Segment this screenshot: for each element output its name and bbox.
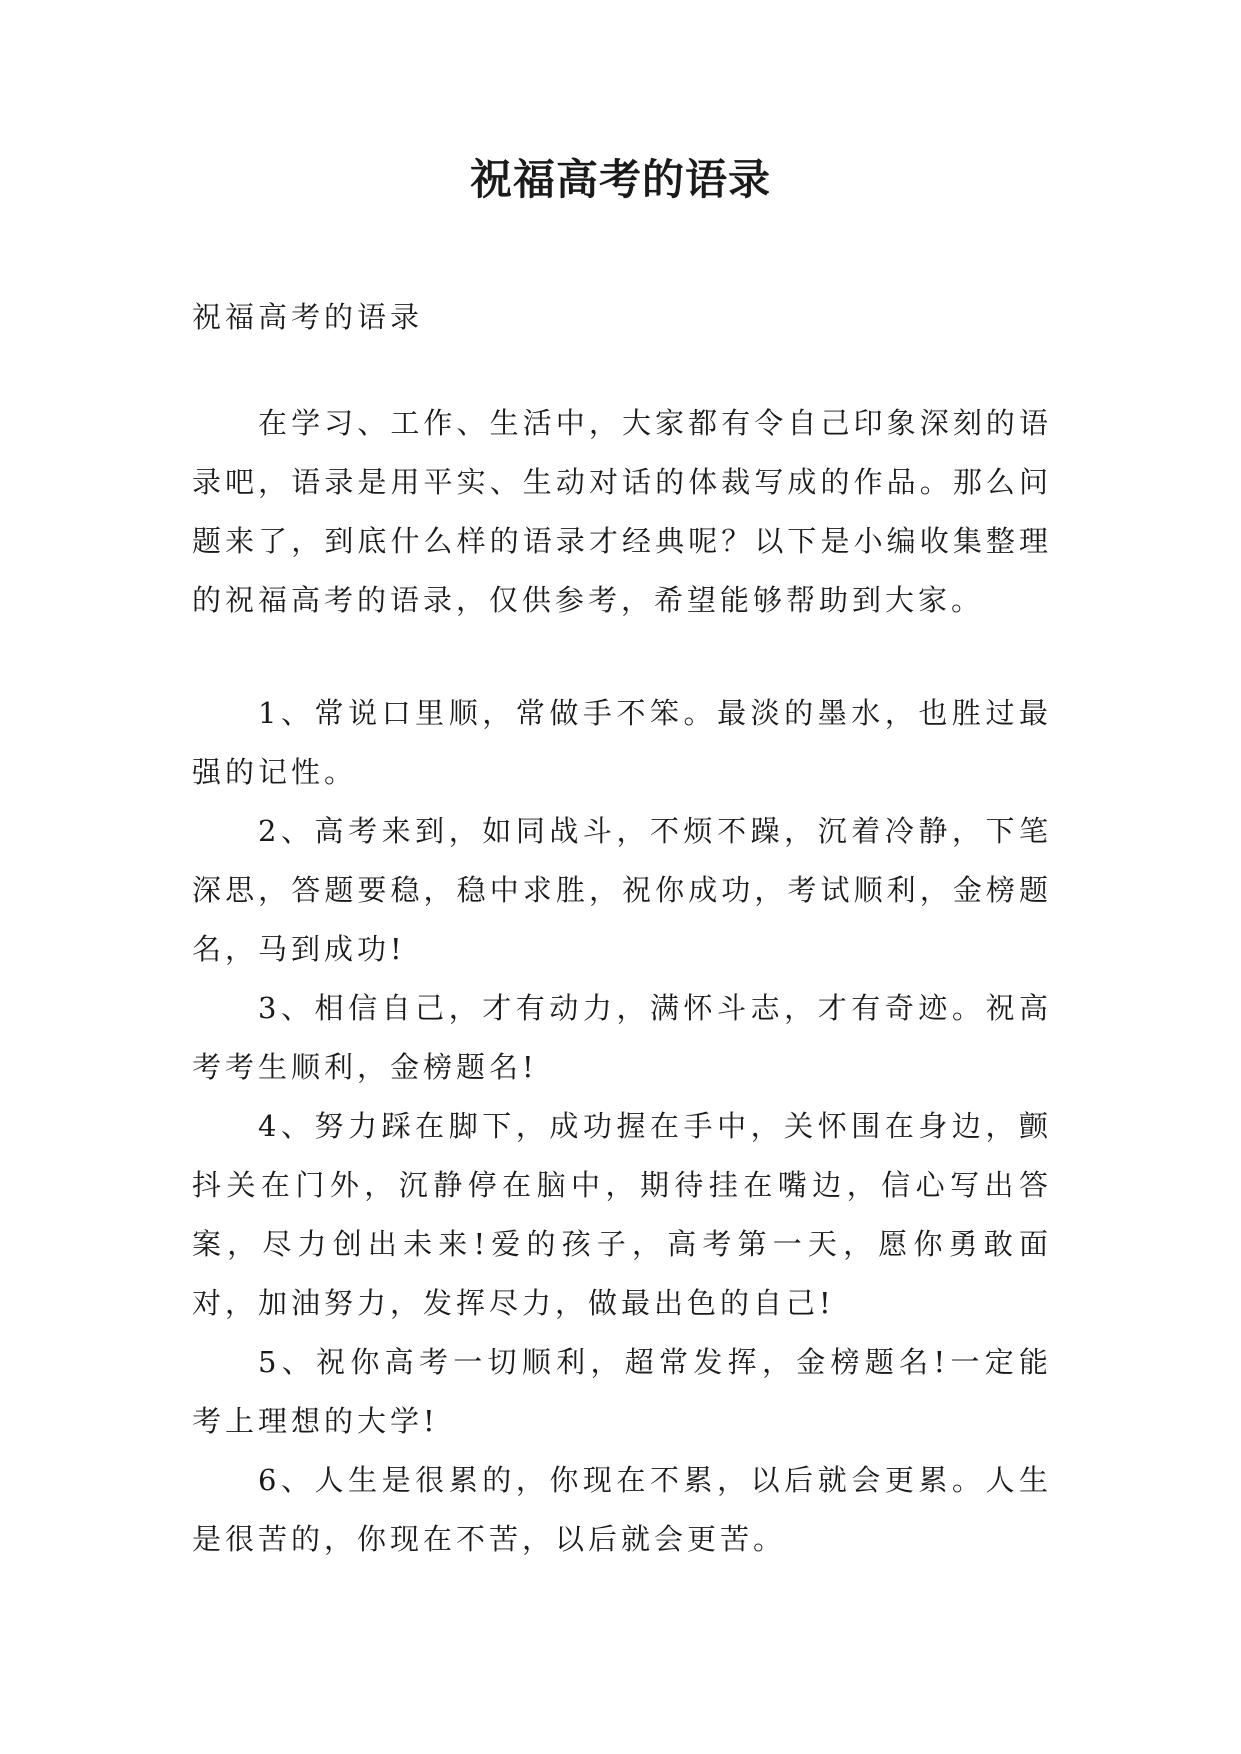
document-subtitle: 祝福高考的语录 — [192, 300, 424, 334]
quote-item-3: 3、相信自己，才有动力，满怀斗志，才有奇迹。祝高考考生顺利，金榜题名! — [192, 991, 1052, 1084]
document-body — [192, 288, 1052, 1569]
quote-item-4: 4、努力踩在脚下，成功握在手中，关怀围在身边，颤抖关在门外，沉静停在脑中，期待挂在嘴边，信心写出答案，尽力创出未来!爱的孩子，高考第一天，愿你勇敢面对，加油努力，发挥尽力，做最出色的自己! — [192, 1109, 1052, 1320]
quote-item-5: 5、祝你高考一切顺利，超常发挥，金榜题名!一定能考上理想的大学! — [192, 1345, 1052, 1438]
quote-list — [192, 684, 1052, 1569]
quote-item-1: 1、常说口里顺，常做手不笨。最淡的墨水，也胜过最强的记性。 — [192, 696, 1052, 789]
document-title: 祝福高考的语录 — [469, 155, 771, 204]
intro-paragraph: 在学习、工作、生活中，大家都有令自己印象深刻的语录吧，语录是用平实、生动对话的体裁写成的作品。那么问题来了，到底什么样的语录才经典呢？以下是小编收集整理的祝福高考的语录，仅供参考，希望能够帮助到大家。 — [192, 406, 1052, 617]
quote-item-6: 6、人生是很累的，你现在不累，以后就会更累。人生是很苦的，你现在不苦，以后就会更苦。 — [192, 1463, 1052, 1556]
quote-item-2: 2、高考来到，如同战斗，不烦不躁，沉着冷静，下笔深思，答题要稳，稳中求胜，祝你成功，考试顺利，金榜题名，马到成功! — [192, 814, 1052, 966]
